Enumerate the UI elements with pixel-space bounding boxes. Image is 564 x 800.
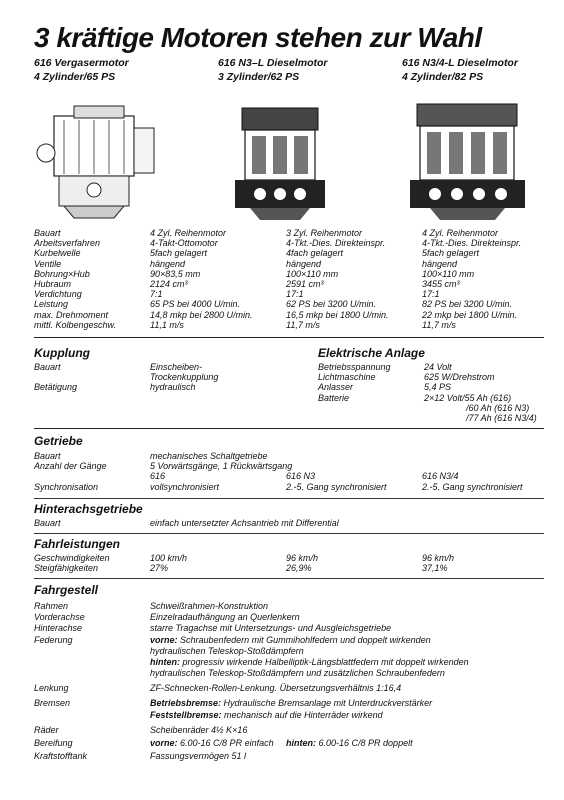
table-row: Arbeitsverfahren 4-Takt-Ottomotor 4-Tkt.-Dies. Direkteinspr. 4-Tkt.-Dies. Direkteinspr. xyxy=(34,238,522,249)
table-row: hydraulischen Teleskop-Stoßdämpfern und zusätzlichen Schraubenfedern xyxy=(150,668,445,679)
section-title-getriebe: Getriebe xyxy=(34,434,83,448)
table-row: Kraftstofftank Fassungsvermögen 51 l xyxy=(34,750,247,761)
table-row: Federung vorne: Schraubenfedern mit Gummihohlfedern und doppelt wirkenden xyxy=(34,634,431,645)
hinterachs-table xyxy=(34,518,544,528)
fahrgestell-table xyxy=(34,601,544,762)
section-title-fahrleistungen: Fahrleistungen xyxy=(34,537,121,551)
engine-heading-616-n34 xyxy=(402,56,518,84)
section-title-hinterachsgetriebe: Hinterachsgetriebe xyxy=(34,502,143,516)
engine-specs-table xyxy=(34,228,544,330)
section-title-elektrik: Elektrische Anlage xyxy=(318,346,425,360)
table-row: Vorderachse Einzelradaufhängung an Querlenkern xyxy=(34,612,300,623)
table-row: Synchronisation vollsynchronisiert 2.-5. Gang synchronisiert 2.-5. Gang synchronisiert xyxy=(34,481,523,492)
table-row: mittl. Kolbengeschw. 11,1 m/s 11,7 m/s 11,7 m/s xyxy=(34,319,456,330)
table-row: Anlasser 5,4 PS xyxy=(318,382,452,393)
table-row: Ventile hängend hängend hängend xyxy=(34,258,458,269)
section-title-fahrgestell: Fahrgestell xyxy=(34,583,99,597)
engine-heading-616 xyxy=(34,56,129,84)
table-row: 616 616 N3 616 N3/4 xyxy=(150,471,459,482)
table-row: Betriebsspannung 24 Volt xyxy=(318,362,452,372)
table-row: hydraulischen Teleskop-Stoßdämpfern xyxy=(150,645,304,656)
getriebe-table xyxy=(34,451,544,492)
engine-drawing-diesel-4cyl xyxy=(405,98,530,223)
table-row: Bauart 4 Zyl. Reihenmotor 3 Zyl. Reihenmotor 4 Zyl. Reihenmotor xyxy=(34,228,499,238)
table-row: Rahmen Schweißrahmen-Konstruktion xyxy=(34,601,269,611)
table-row: Bauart mechanisches Schaltgetriebe xyxy=(34,451,268,461)
page-title: 3 kräftige Motoren stehen zur Wahl xyxy=(34,22,482,53)
table-row: Trockenkupplung xyxy=(150,372,219,383)
table-row: Bohrung×Hub 90×83,5 mm 100×110 mm 100×110 mm xyxy=(34,268,475,279)
engine-cylinders: 3 Zylinder/62 PS xyxy=(218,71,300,83)
section-title-kupplung: Kupplung xyxy=(34,346,90,360)
table-row: Lenkung ZF-Schnecken-Rollen-Lenkung. Übersetzungsverhältnis 1:16,4 xyxy=(34,683,402,694)
divider xyxy=(34,578,544,579)
table-row: Geschwindigkeiten 100 km/h 96 km/h 96 km/h xyxy=(34,553,455,563)
kupplung-table xyxy=(34,362,284,393)
table-row: Betätigung hydraulisch xyxy=(34,382,196,393)
table-row: Leistung 65 PS bei 4000 U/min. 62 PS bei 3200 U/min. 82 PS bei 3200 U/min. xyxy=(34,299,513,310)
divider xyxy=(34,533,544,534)
table-row: /77 Ah (616 N3/4) xyxy=(466,412,537,423)
divider xyxy=(34,337,544,338)
table-row: hinten: progressiv wirkende Halbelliptik-Längsblattfedern mit doppelt wirkenden xyxy=(150,656,469,667)
engine-drawing-diesel-3cyl xyxy=(230,98,330,223)
table-row: Verdichtung 7:1 17:1 17:1 xyxy=(34,289,440,300)
elektrik-table xyxy=(318,362,544,423)
table-row: Steigfähigkeiten 27% 26,9% 37,1% xyxy=(34,563,448,574)
table-row: Hubraum 2124 cm³ 2591 cm³ 3455 cm³ xyxy=(34,278,460,289)
engine-name: 616 Vergasermotor xyxy=(34,57,129,69)
table-row: Bremsen Betriebsbremse: Hydraulische Bremsanlage mit Unterdruckverstärker xyxy=(34,698,433,709)
engine-drawing-gasoline xyxy=(34,98,164,223)
fahrleistungen-table xyxy=(34,553,544,573)
engine-name: 616 N3–L Dieselmotor xyxy=(218,57,328,69)
table-row: Kurbelwelle 5fach gelagert 4fach gelagert 5fach gelagert xyxy=(34,248,480,259)
engine-heading-616-n3 xyxy=(218,56,328,84)
table-row: Bereifung vorne: 6.00-16 C/8 PR einfach hinten: 6.00-16 C/8 PR doppelt xyxy=(34,737,413,748)
engine-name: 616 N3/4-L Dieselmotor xyxy=(402,57,518,69)
table-row: Lichtmaschine 625 W/Drehstrom xyxy=(318,372,495,383)
engine-cylinders: 4 Zylinder/82 PS xyxy=(402,71,484,83)
engine-cylinders: 4 Zylinder/65 PS xyxy=(34,71,116,83)
table-row: Bauart einfach untersetzter Achsantrieb mit Differential xyxy=(34,518,339,528)
table-row: Hinterachse starre Tragachse mit Untersetzungs- und Ausgleichsgetriebe xyxy=(34,623,392,634)
table-row: Räder Scheibenräder 4½ K×16 xyxy=(34,724,248,735)
table-row: Batterie 2×12 Volt/55 Ah (616) xyxy=(318,392,512,403)
divider xyxy=(34,498,544,499)
table-row: max. Drehmoment 14,8 mkp bei 2800 U/min. 16,5 mkp bei 1800 U/min. 22 mkp bei 1800 U/min. xyxy=(34,309,518,320)
table-row: Bauart Einscheiben- xyxy=(34,362,203,372)
table-row: Anzahl der Gänge 5 Vorwärtsgänge, 1 Rückwärtsgang xyxy=(34,461,293,472)
table-row: Feststellbremse: mechanisch auf die Hinterräder wirkend xyxy=(150,709,383,720)
table-row: /60 Ah (616 N3) xyxy=(466,402,530,413)
divider xyxy=(34,428,544,429)
